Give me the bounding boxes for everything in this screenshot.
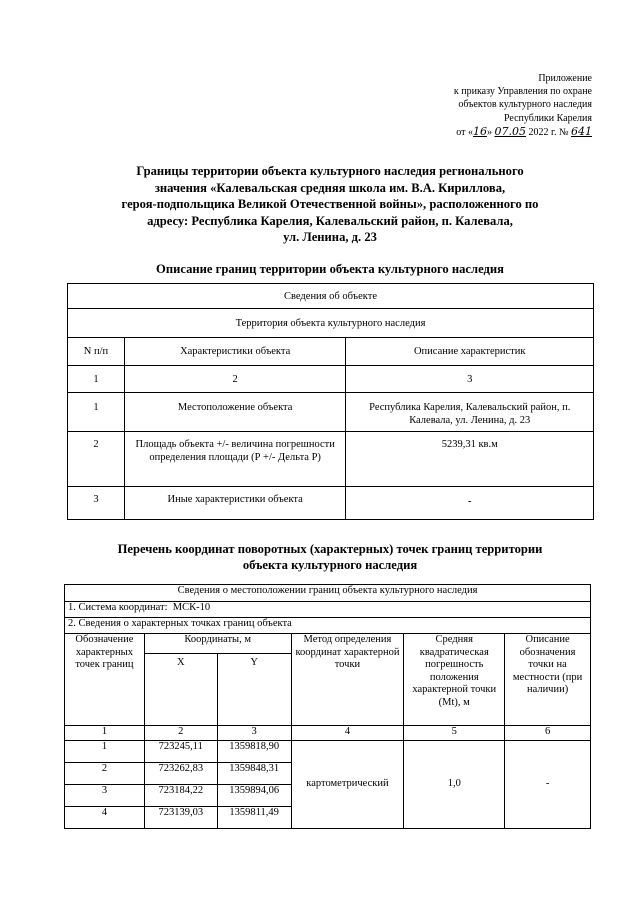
point-number: 3 (65, 785, 145, 807)
row-characteristic: Иные характеристики объекта (124, 487, 346, 520)
point-x: 723262,83 (144, 763, 217, 785)
coordinates-caption: Сведения о местоположении границ объекта культурного наследия (65, 585, 591, 602)
date-month: 07.05 (494, 124, 526, 138)
title-line-4: адресу: Республика Карелия, Калевальский район, п. Калевала, (147, 213, 513, 228)
header-y: Y (217, 654, 291, 726)
table-caption: Сведения об объекте (68, 284, 594, 309)
point-y: 1359848,31 (217, 763, 291, 785)
section2-heading-line-1: Перечень координат поворотных (характерных) точек границ территории (117, 542, 543, 556)
column-number: 1 (65, 726, 145, 741)
table-row (65, 741, 591, 763)
description-value: - (505, 741, 591, 829)
section2-heading-line-2: объекта культурного наследия (242, 558, 418, 572)
annex-date-line (352, 125, 592, 139)
section2-heading (60, 541, 600, 573)
table-row (68, 487, 594, 520)
point-y: 1359811,49 (217, 807, 291, 829)
section1-heading: Описание границ территории объекта культурного наследия (156, 262, 504, 276)
method-value: картометрический (291, 741, 404, 829)
date-day: 16 (472, 124, 487, 138)
title-line-1: Границы территории объекта культурного наследия регионального (136, 164, 524, 178)
point-x: 723139,03 (144, 807, 217, 829)
column-number: 2 (124, 366, 346, 393)
table-row (68, 393, 594, 432)
point-y: 1359894,06 (217, 785, 291, 807)
header-description: Описание характеристик (346, 338, 594, 366)
annex-order-line: к приказу Управления по охране (453, 86, 592, 98)
coordinate-system-value: МСК-10 (172, 602, 211, 613)
coordinate-system-row (65, 602, 591, 618)
header-coordinates: Координаты, м (144, 634, 291, 654)
title-line-3: героя-подпольщика Великой Отечественной войны», расположенного по (121, 197, 539, 212)
column-number: 3 (346, 366, 594, 393)
table-caption-territory: Территория объекта культурного наследия (68, 309, 594, 338)
column-number: 2 (144, 726, 217, 741)
point-y: 1359818,90 (217, 741, 291, 763)
order-number: 641 (571, 124, 592, 138)
header-x: X (144, 654, 217, 726)
annex-department-line: объектов культурного наследия (458, 99, 592, 111)
column-number: 6 (505, 726, 591, 741)
coordinates-table (64, 584, 591, 829)
column-number: 5 (404, 726, 505, 741)
annex-region-line: Республики Карелия (503, 112, 592, 124)
point-x: 723245,11 (144, 741, 217, 763)
row-number: 1 (68, 393, 125, 432)
title-line-5: ул. Ленина, д. 23 (283, 230, 377, 245)
row-number: 2 (68, 432, 125, 487)
column-number: 4 (291, 726, 404, 741)
header-description: Описание обозначения точки на местности (при наличии) (505, 634, 591, 726)
annex-block (352, 72, 592, 139)
row-value: Республика Карелия, Калевальский район, п. Калевала, ул. Ленина, д. 23 (346, 393, 594, 432)
header-method: Метод определения координат характерной точки (291, 634, 404, 726)
date-prefix: от « (456, 126, 473, 138)
column-number: 3 (217, 726, 291, 741)
object-info-table (67, 283, 594, 520)
title-line-2: значения «Калевальская средняя школа им. В.А. Кириллова, (154, 180, 506, 195)
coordinate-system-label: 1. Система координат: (68, 602, 168, 613)
point-number: 4 (65, 807, 145, 829)
header-characteristic: Характеристики объекта (124, 338, 346, 366)
row-characteristic: Площадь объекта +/- величина погрешности определения площади (Р +/- Дельта Р) (124, 432, 346, 487)
row-value: 5239,31 кв.м (346, 432, 594, 487)
document-title (100, 163, 560, 246)
column-number: 1 (68, 366, 125, 393)
date-mid: » (486, 126, 492, 138)
row-value: - (346, 487, 594, 520)
point-x: 723184,22 (144, 785, 217, 807)
header-designation: Обозначение характерных точек границ (65, 634, 145, 726)
row-number: 3 (68, 487, 125, 520)
date-year: 2022 г. № (528, 126, 569, 138)
header-error: Средняя квадратическая погрешность положения характерной точки (Мt), м (404, 634, 505, 726)
annex-title: Приложение (538, 73, 592, 84)
row-characteristic: Местоположение объекта (124, 393, 346, 432)
error-value: 1,0 (404, 741, 505, 829)
table-row (68, 432, 594, 487)
point-number: 2 (65, 763, 145, 785)
points-label: 2. Сведения о характерных точках границ объекта (65, 618, 591, 634)
header-number: N п/п (68, 338, 125, 366)
point-number: 1 (65, 741, 145, 763)
